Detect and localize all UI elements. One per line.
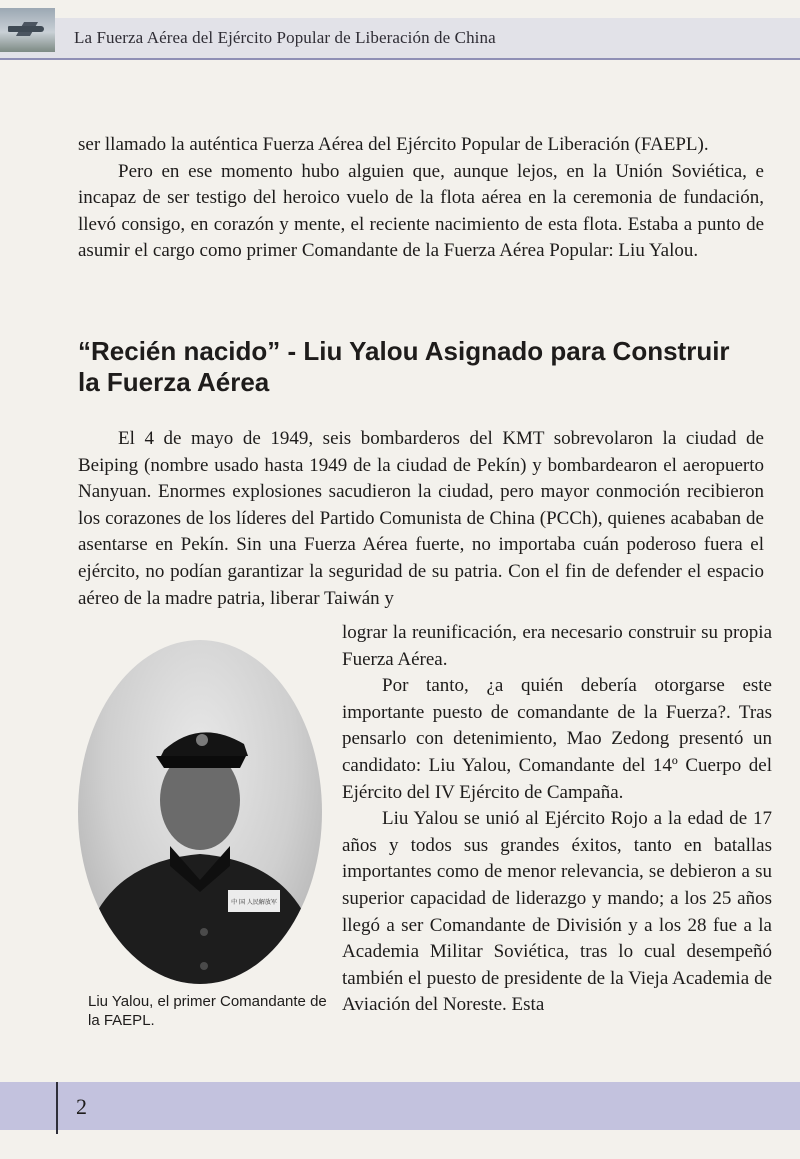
jet-fuselage-shape (8, 26, 44, 32)
footer-divider (56, 1082, 58, 1134)
portrait-photo (78, 640, 322, 984)
button-2 (200, 962, 208, 970)
header-jet-thumbnail (0, 8, 55, 52)
chest-badge-text: 中 国 人民解放军 (231, 899, 277, 906)
intro-text (78, 132, 764, 265)
footer-bar (0, 1082, 800, 1130)
main-paragraph-1-rest: lograr la reunificación, era necesario construir su propia Fuerza Aérea. (342, 622, 772, 670)
page-number: 2 (76, 1094, 87, 1119)
section-heading: “Recién nacido” - Liu Yalou Asignado para Construir la Fuerza Aérea (78, 336, 730, 397)
main-paragraph-2: Por tanto, ¿a quién debería otorgarse este importante puesto de comandante de la Fuerza?. Tras pensarlo con detenimiento, Mao Zedong presentó un candidato: Liu Yalou, Comandante del 14º Cuerpo del Ejército del IV Ejército de Campaña. (342, 675, 772, 803)
main-text-right (342, 620, 772, 1019)
main-text-top (78, 426, 764, 612)
running-title: La Fuerza Aérea del Ejército Popular de Liberación de China (74, 28, 496, 47)
main-paragraph-1-top: El 4 de mayo de 1949, seis bombarderos del KMT sobrevolaron la ciudad de Beiping (nombre usado hasta 1949 de la ciudad de Pekín) y bombardearon el aeropuerto Nanyuan. Enormes explosiones sacudieron la ciudad, pero mayor conmoción recibieron los corazones de los líderes del Partido Comunista de China (PCCh), quienes acababan de asentarse en Pekín. Sin una Fuerza Aérea fuerte, no importaba cuán poderoso fuera el ejército, no podían garantizar la seguridad de su patria. Con el fin de defender el espacio aéreo de la madre patria, liberar Taiwán y (78, 428, 764, 609)
cap-brim (156, 756, 246, 768)
intro-paragraph-2: Pero en ese momento hubo alguien que, aunque lejos, en la Unión Soviética, e incapaz de ser testigo del heroico vuelo de la flota aérea en la ceremonia de fundación, llevó consigo, en corazón y mente, el reciente nacimiento de esta flota. Estaba a punto de asumir el cargo como primer Comandante de la Fuerza Aérea Popular: Liu Yalou. (78, 160, 764, 262)
cap-badge (196, 734, 208, 746)
main-paragraph-3: Liu Yalou se unió al Ejército Rojo a la edad de 17 años y todos sus grandes éxitos, tanto en batallas importantes como de menor relevancia, se debieron a su superior capacidad de liderazgo y mando; a los 25 años llegó a ser Comandante de División y a los 28 fue a la Academia Militar Soviética, tras lo cual desempeñó también el puesto de presidente de la Vieja Academia de Aviación del Noreste. Esta (342, 808, 772, 1016)
button-1 (200, 928, 208, 936)
photo-caption: Liu Yalou, el primer Comandante de la FAEPL. (88, 993, 327, 1029)
uniform-body (88, 854, 312, 984)
portrait-illustration (78, 640, 322, 984)
intro-paragraph-1: ser llamado la auténtica Fuerza Aérea del Ejército Popular de Liberación (FAEPL). (78, 134, 709, 155)
